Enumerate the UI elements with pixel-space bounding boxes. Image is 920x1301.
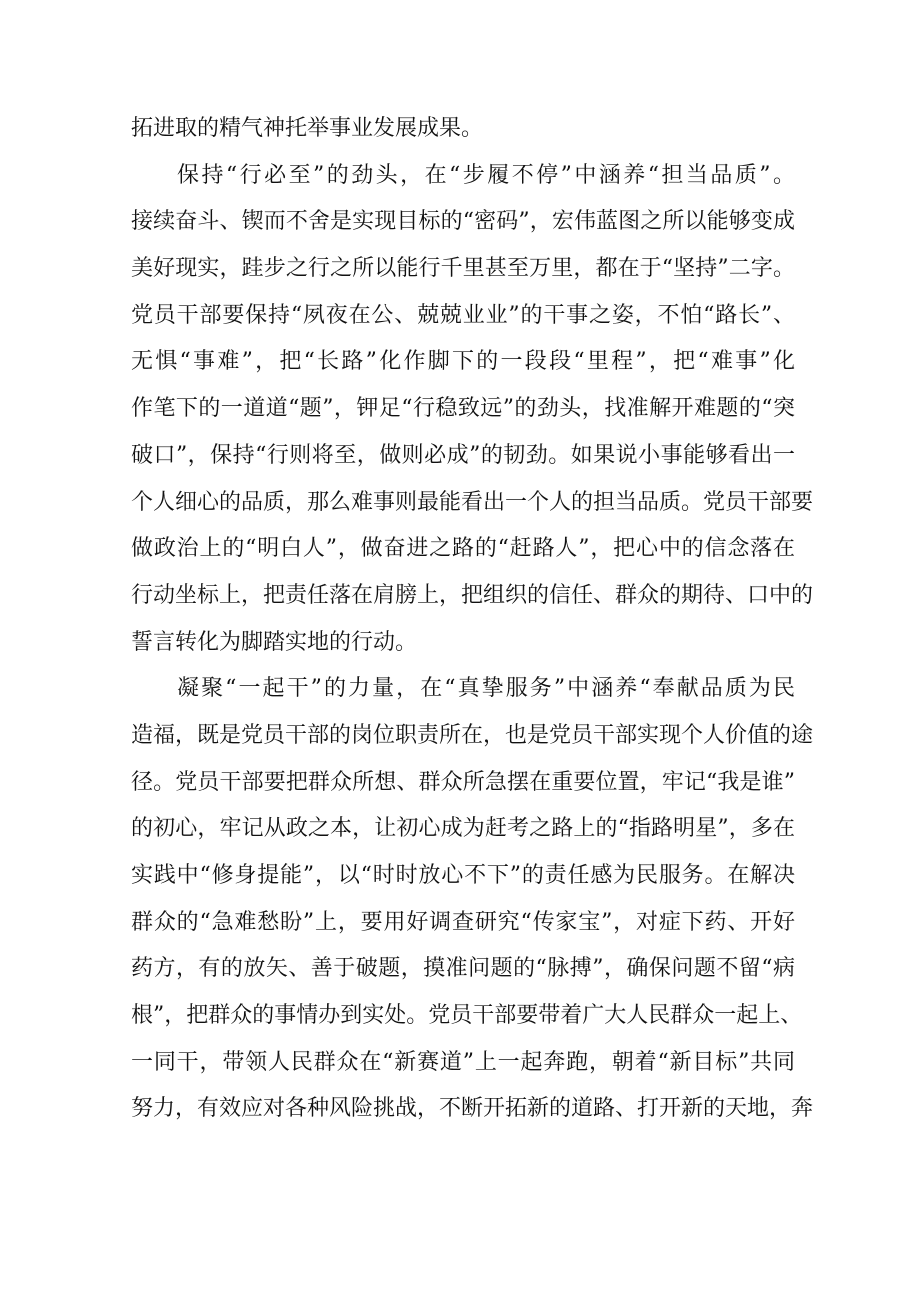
- text-line: 实践中“修身提能”，以“时时放心不下”的责任感为民服务。在解决: [131, 863, 795, 888]
- text-line: 行动坐标上，把责任落在肩膀上，把组织的信任、群众的期待、口中的: [131, 582, 814, 608]
- text-line: 无惧“事难”，把“长路”化作脚下的一段段“里程”，把“难事”化: [131, 349, 795, 375]
- text-line: 作笔下的一道道“题”，钾足“行稳致远”的劲头，找准解开难题的“突: [131, 396, 795, 422]
- text-line: 个人细心的品质，那么难事则最能看出一个人的担当品质。党员干部要: [131, 489, 814, 515]
- text-line: 拓进取的精气神托举事业发展成果。: [131, 116, 484, 141]
- text-line: 凝聚“一起干”的力量，在“真挚服务”中涵养“奉献品质为民: [177, 676, 795, 702]
- text-line: 造福，既是党员干部的岗位职责所在，也是党员干部实现个人价值的途: [131, 722, 814, 748]
- text-line: 保持“行必至”的劲头，在“步履不停”中涵养“担当品质”。: [177, 162, 795, 188]
- text-line: 做政治上的“明白人”，做奋进之路的“赶路人”，把心中的信念落在: [131, 536, 795, 562]
- text-line: 径。党员干部要把群众所想、群众所急摆在重要位置，牢记“我是谁”: [131, 769, 795, 795]
- text-line: 根”，把群众的事情办到实处。党员干部要带着广大人民群众一起上、: [131, 1003, 803, 1029]
- text-line: 破口”，保持“行则将至，做则必成”的韧劲。如果说小事能够看出一: [131, 442, 795, 468]
- text-line: 党员干部要保持“夙夜在公、兢兢业业”的干事之姿，不怕“路长”、: [131, 302, 795, 328]
- text-line: 群众的“急难愁盼”上，要用好调查研究“传家宝”，对症下药、开好: [131, 909, 795, 935]
- text-line: 接续奋斗、锲而不舍是实现目标的“密码”，宏伟蓝图之所以能够变成: [131, 209, 795, 235]
- text-line: 药方，有的放矢、善于破题，摸准问题的“脉搏”，确保问题不留“病: [131, 956, 795, 982]
- body-text: [131, 106, 814, 1133]
- text-line: 努力，有效应对各种风险挑战，不断开拓新的道路、打开新的天地，奔: [131, 1096, 814, 1122]
- text-line: 一同干，带领人民群众在“新赛道”上一起奔跑，朝着“新目标”共同: [131, 1049, 795, 1075]
- text-line: 誓言转化为脚踏实地的行动。: [131, 629, 418, 655]
- text-line: 美好现实，跬步之行之所以能行千里甚至万里，都在于“坚持”二字。: [131, 256, 795, 282]
- text-line: 的初心，牢记从政之本，让初心成为赶考之路上的“指路明星”，多在: [131, 816, 795, 842]
